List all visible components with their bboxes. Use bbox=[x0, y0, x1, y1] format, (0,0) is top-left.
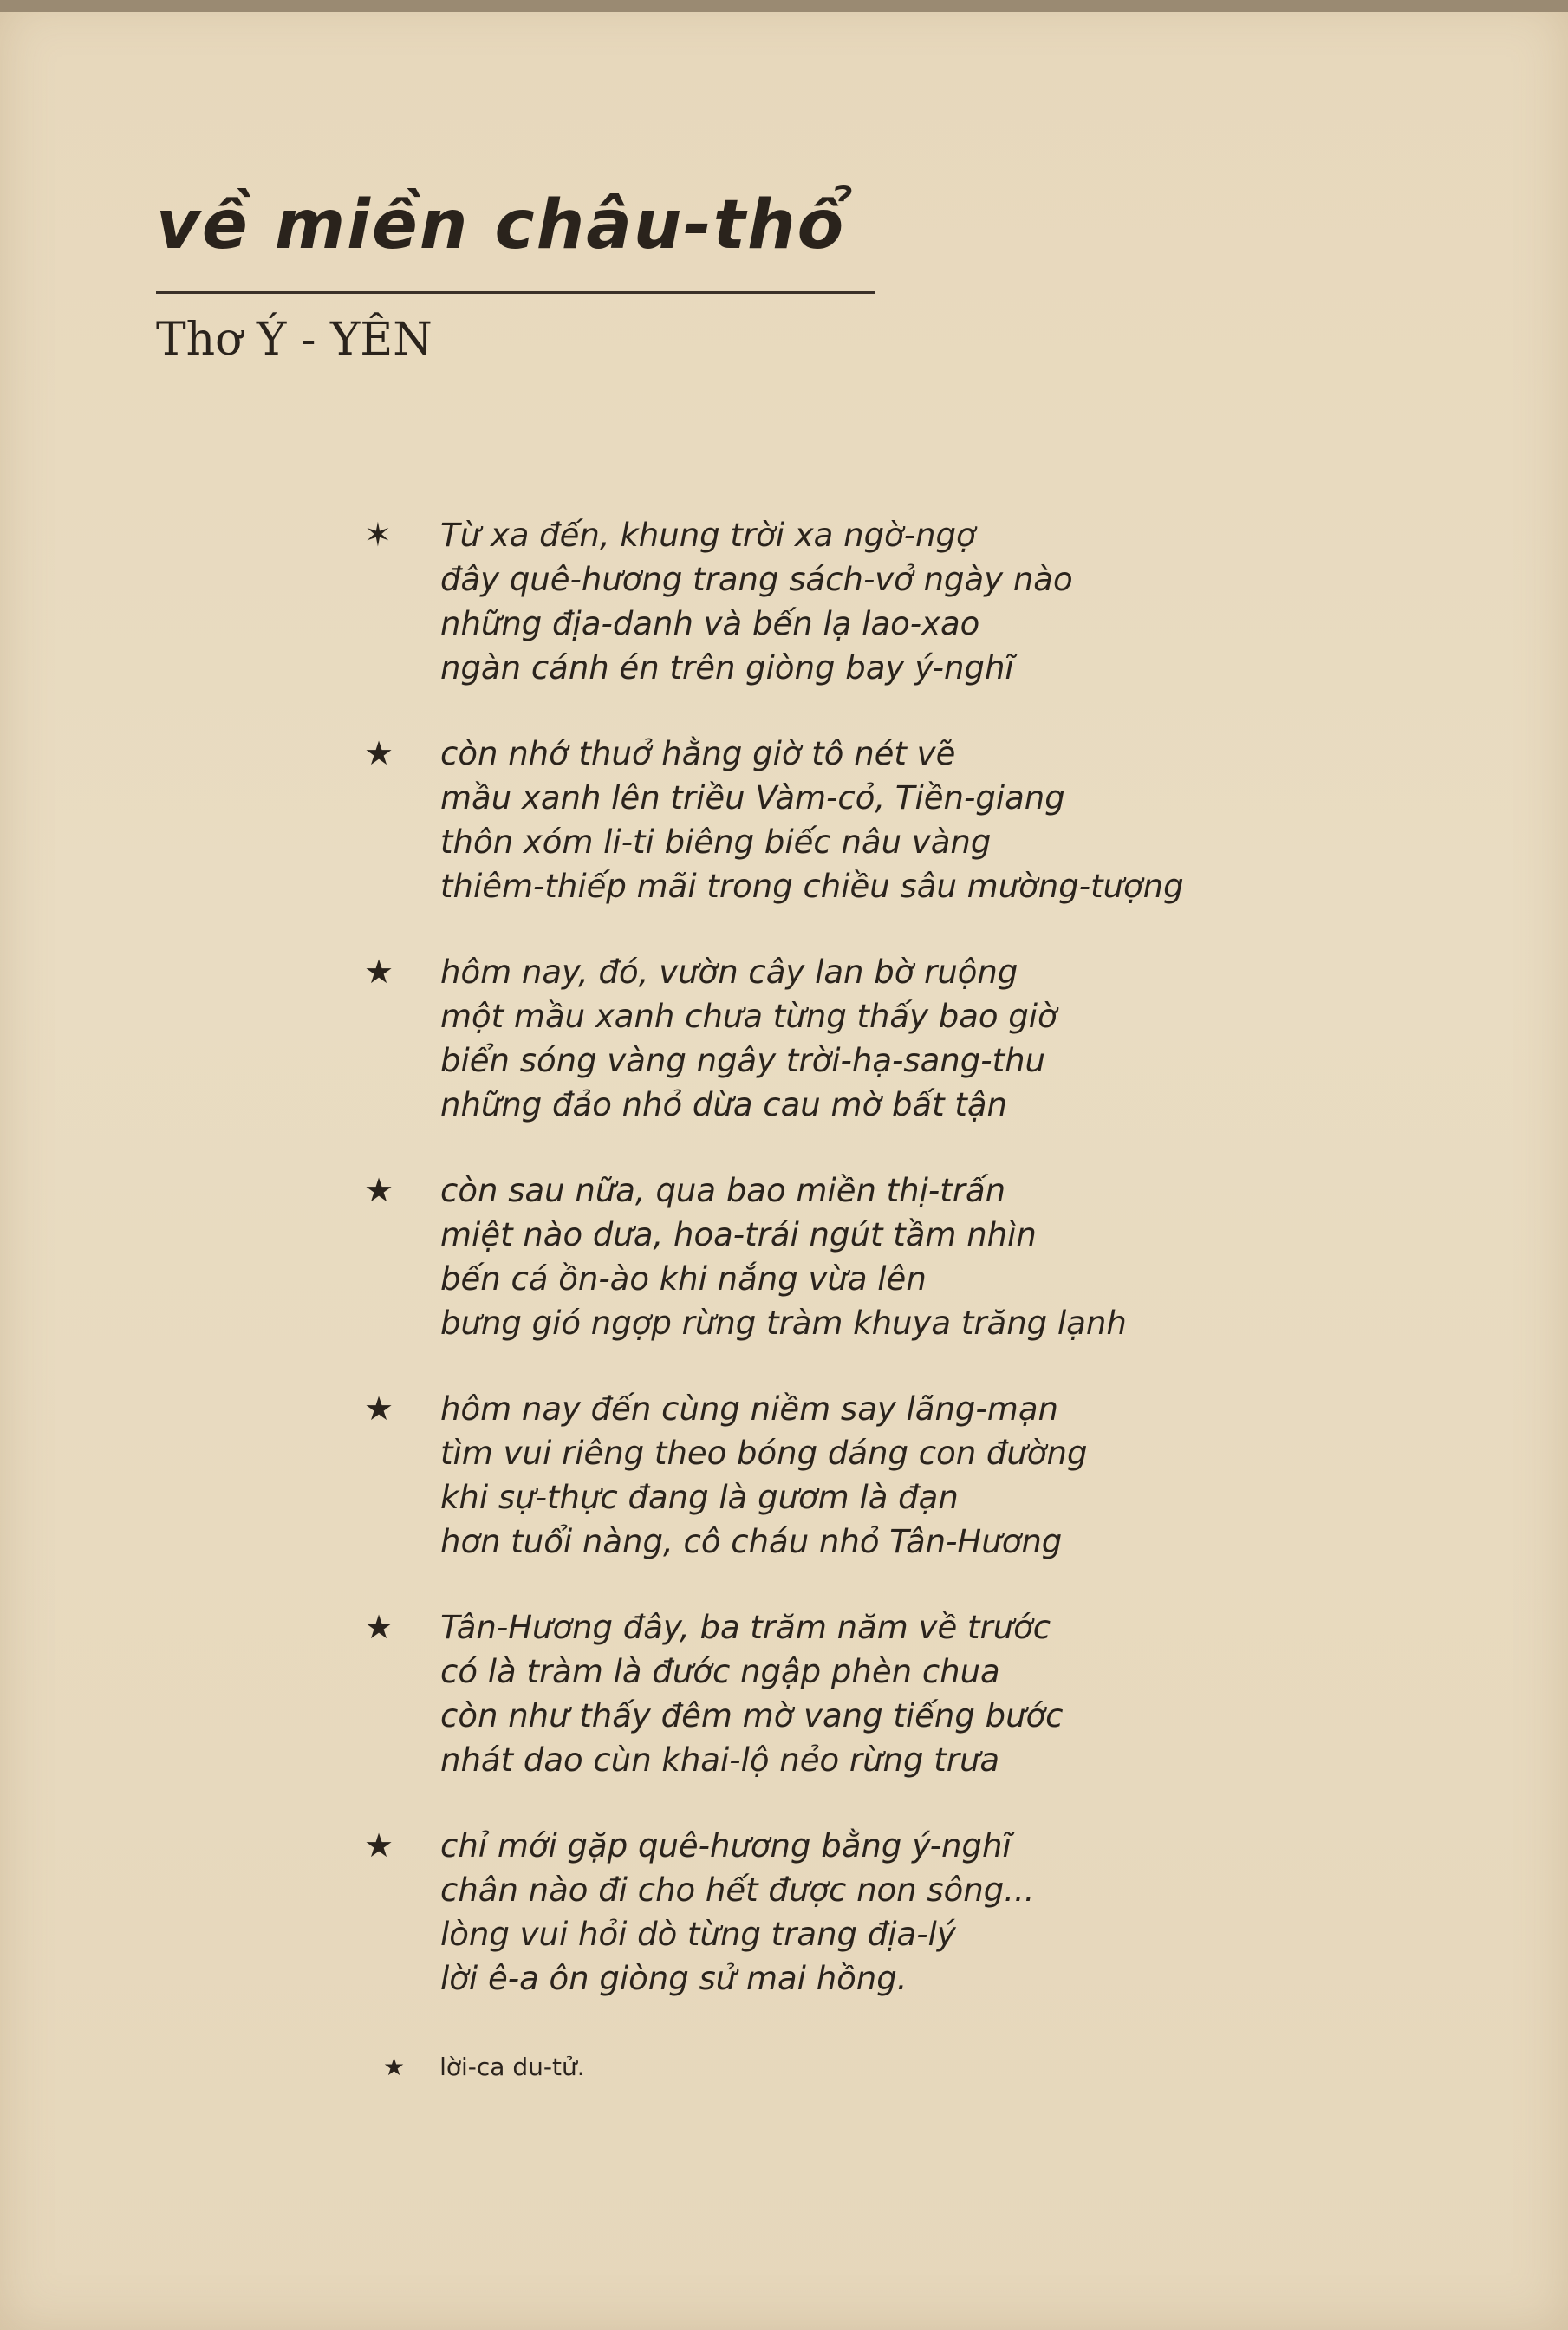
poem-line: khi sự-thực đang là gươm là đạn bbox=[440, 1479, 959, 1516]
stanza-7 bbox=[364, 1824, 1318, 2001]
poem-line: lời ê-a ôn giòng sử mai hồng. bbox=[440, 1960, 908, 1997]
poem-line: Từ xa đến, khung trời xa ngờ-ngợ bbox=[440, 517, 976, 554]
footnote-text: lời-ca du-tử. bbox=[439, 2053, 585, 2081]
poem-line: còn sau nữa, qua bao miền thị-trấn bbox=[440, 1172, 1006, 1209]
stanza-marker-star: ★ bbox=[364, 953, 394, 991]
poem-line: lòng vui hỏi dò từng trang địa-lý bbox=[440, 1916, 956, 1953]
stanza-2 bbox=[364, 732, 1318, 908]
footnote-star: ★ bbox=[383, 2053, 406, 2081]
stanza-marker-star: ★ bbox=[364, 734, 394, 772]
poem-line: thiêm-thiếp mãi trong chiều sâu mường-tượng bbox=[440, 868, 1184, 905]
title-underline bbox=[156, 291, 875, 294]
poem-line: biển sóng vàng ngây trời-hạ-sang-thu bbox=[440, 1042, 1045, 1079]
stanza-marker-star: ★ bbox=[364, 1171, 394, 1209]
poem-byline: Thơ Ý - YÊN bbox=[156, 314, 433, 366]
poem-line: chân nào đi cho hết được non sông... bbox=[440, 1871, 1035, 1909]
poem-title: về miền châu-thổ bbox=[156, 186, 846, 264]
poem-line: còn như thấy đêm mờ vang tiếng bước bbox=[440, 1697, 1064, 1734]
stanza-marker-star: ★ bbox=[364, 1826, 394, 1865]
stanza-marker-star: ★ bbox=[364, 1608, 394, 1646]
poem-line: miệt nào dưa, hoa-trái ngút tầm nhìn bbox=[440, 1216, 1037, 1253]
poem-line: những đảo nhỏ dừa cau mờ bất tận bbox=[440, 1086, 1008, 1123]
poem-line: đây quê-hương trang sách-vở ngày nào bbox=[440, 561, 1073, 598]
stanza-1 bbox=[364, 513, 1318, 690]
stanza-3 bbox=[364, 950, 1318, 1127]
poem-line: ngàn cánh én trên giòng bay ý-nghĩ bbox=[440, 649, 1014, 687]
poem-line: còn nhớ thuở hằng giờ tô nét vẽ bbox=[440, 735, 956, 772]
stanza-6 bbox=[364, 1605, 1318, 1782]
poem-line: chỉ mới gặp quê-hương bằng ý-nghĩ bbox=[440, 1827, 1012, 1865]
poem-line: bưng gió ngợp rừng tràm khuya trăng lạnh bbox=[440, 1305, 1127, 1342]
page-top-edge bbox=[0, 0, 1568, 12]
poem-line: tìm vui riêng theo bóng dáng con đường bbox=[440, 1435, 1088, 1472]
poem-line: những địa-danh và bến lạ lao-xao bbox=[440, 605, 980, 642]
poem-line: có là tràm là đước ngập phèn chua bbox=[440, 1653, 1000, 1690]
poem-line: bến cá ồn-ào khi nắng vừa lên bbox=[440, 1260, 927, 1298]
poem-line: mầu xanh lên triều Vàm-cỏ, Tiền-giang bbox=[440, 779, 1065, 817]
poem-line: Tân-Hương đây, ba trăm năm về trước bbox=[440, 1609, 1051, 1646]
poem-line: hôm nay đến cùng niềm say lãng-mạn bbox=[440, 1390, 1058, 1428]
poem-line: thôn xóm li-ti biêng biếc nâu vàng bbox=[440, 823, 992, 861]
poem-line: hơn tuổi nàng, cô cháu nhỏ Tân-Hương bbox=[440, 1523, 1063, 1560]
stanza-marker-star: ★ bbox=[364, 1390, 394, 1428]
poem-line: một mầu xanh chưa từng thấy bao giờ bbox=[440, 998, 1057, 1035]
poem-line: nhát dao cùn khai-lộ nẻo rừng trưa bbox=[440, 1741, 1000, 1779]
footnote bbox=[383, 2053, 585, 2081]
stanza-4 bbox=[364, 1168, 1318, 1345]
poem-body bbox=[364, 513, 1318, 2042]
stanza-5 bbox=[364, 1387, 1318, 1564]
stanza-marker-star: ✶ bbox=[364, 516, 392, 554]
poem-line: hôm nay, đó, vườn cây lan bờ ruộng bbox=[440, 953, 1018, 991]
